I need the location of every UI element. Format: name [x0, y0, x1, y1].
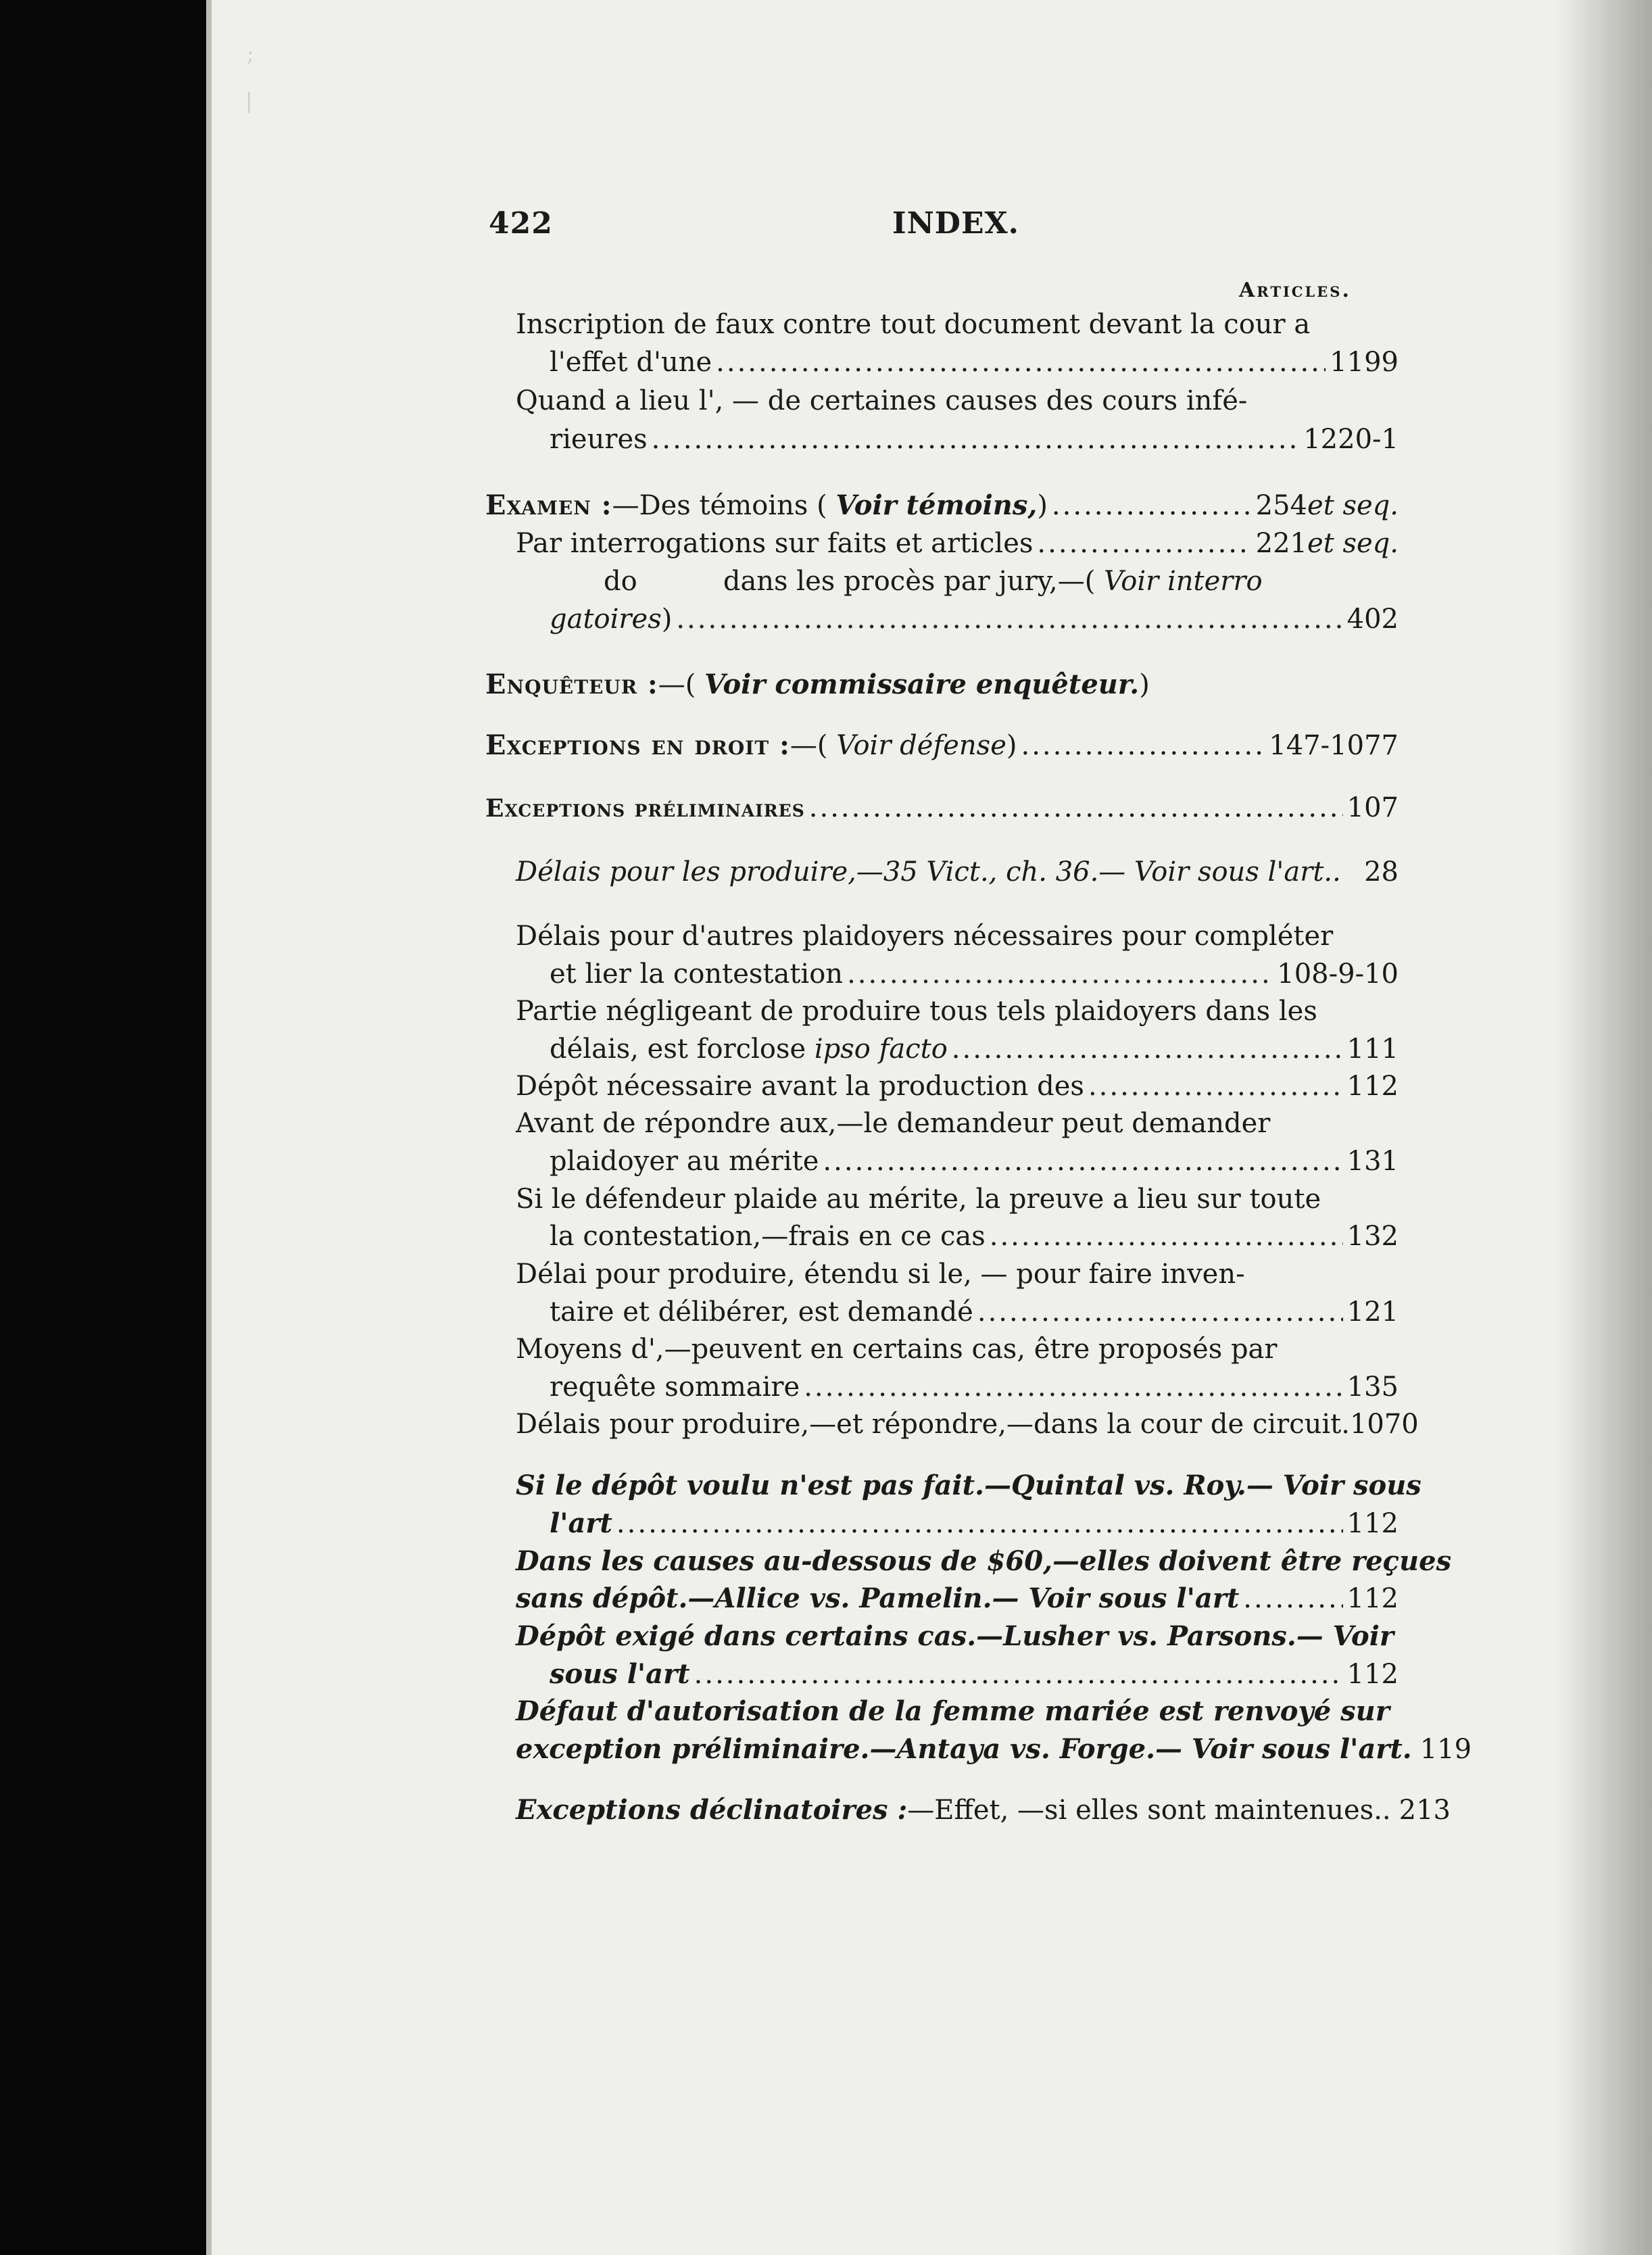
index-line: Avant de répondre aux,—le demandeur peut demander	[516, 1108, 1271, 1139]
index-entry-exceptions-en-droit: Exceptions en droit : —( Voir défense ) ..... 147-1077	[485, 727, 1399, 765]
index-line: Dans les causes au-dessous de $60,—elles doivent être reçues	[516, 1545, 1452, 1577]
index-entry-examen: Examen : —Des témoins ( Voir témoins, ) ..... 254 et seq.	[485, 487, 1399, 525]
scan-mark: |	[245, 88, 253, 114]
index-line: requête sommaire ..... 135	[550, 1368, 1399, 1406]
document-page	[206, 0, 1652, 2255]
index-line: Délais pour d'autres plaidoyers nécessaires pour compléter	[516, 921, 1334, 952]
page-title: INDEX.	[892, 206, 1019, 241]
index-line: et lier la contestation ..... 108-9-10	[550, 955, 1399, 993]
index-line: Si le dépôt voulu n'est pas fait.—Quintal vs. Roy.— Voir sous	[516, 1470, 1422, 1501]
index-line: Délais pour produire,—et répondre,—dans la cour de circuit.1070	[516, 1409, 1419, 1440]
index-line: l'effet d'une ..... 1199	[550, 343, 1399, 381]
index-entry-enqueteur: Enquêteur : —( Voir commissaire enquêteur. )	[485, 669, 1150, 700]
index-line: délais, est forclose ipso facto ..... 111	[550, 1030, 1399, 1068]
index-line: Par interrogations sur faits et articles ..... 221 et seq.	[516, 525, 1399, 562]
index-line: Partie négligeant de produire tous tels plaidoyers dans les	[516, 996, 1317, 1027]
index-line: plaidoyer au mérite ..... 131	[550, 1142, 1399, 1180]
page-number: 422	[489, 206, 553, 241]
page-edge-shadow	[1557, 0, 1652, 2255]
index-line: Inscription de faux contre tout document devant la cour a	[516, 309, 1311, 340]
index-line: sans dépôt.—Allice vs. Pamelin.— Voir sous l'art ..... 112	[516, 1580, 1399, 1618]
index-line: Moyens d',—peuvent en certains cas, être proposés par	[516, 1334, 1278, 1365]
index-line: Quand a lieu l', — de certaines causes des cours infé-	[516, 385, 1248, 416]
index-line: do dans les procès par jury,—( Voir interro	[604, 566, 1263, 597]
index-line: sous l'art ..... 112	[550, 1655, 1399, 1693]
index-line: rieures ..... 1220-1	[550, 420, 1399, 458]
index-line: Dépôt nécessaire avant la production des ..... 112	[516, 1067, 1399, 1105]
index-entry-exceptions-declinatoires: Exceptions déclinatoires : —Effet, —si elles sont maintenues.. 213	[516, 1794, 1451, 1826]
index-line: la contestation,—frais en ce cas ..... 132	[550, 1217, 1399, 1255]
index-line: Dépôt exigé dans certains cas.—Lusher vs. Parsons.— Voir	[516, 1620, 1394, 1652]
index-line: Délais pour les produire,—35 Vict., ch. 36.— Voir sous l'art.. 28	[516, 856, 1399, 888]
index-line: gatoires ) ..... 402	[550, 600, 1399, 638]
scan-mark: ;	[247, 41, 254, 66]
index-line: Délai pour produire, étendu si le, — pour faire inven-	[516, 1259, 1245, 1290]
column-label: Articles.	[1239, 278, 1351, 302]
index-line: exception préliminaire.—Antaya vs. Forge.— Voir sous l'art. 119	[516, 1733, 1472, 1765]
index-line: Si le défendeur plaide au mérite, la preuve a lieu sur toute	[516, 1184, 1321, 1215]
index-line: taire et délibérer, est demandé ..... 121	[550, 1293, 1399, 1331]
index-line: Défaut d'autorisation de la femme mariée est renvoyé sur	[516, 1695, 1390, 1727]
index-entry-exceptions-preliminaires: Exceptions préliminaires ..... 107	[485, 789, 1399, 827]
index-line: l'art ..... 112	[550, 1505, 1399, 1543]
